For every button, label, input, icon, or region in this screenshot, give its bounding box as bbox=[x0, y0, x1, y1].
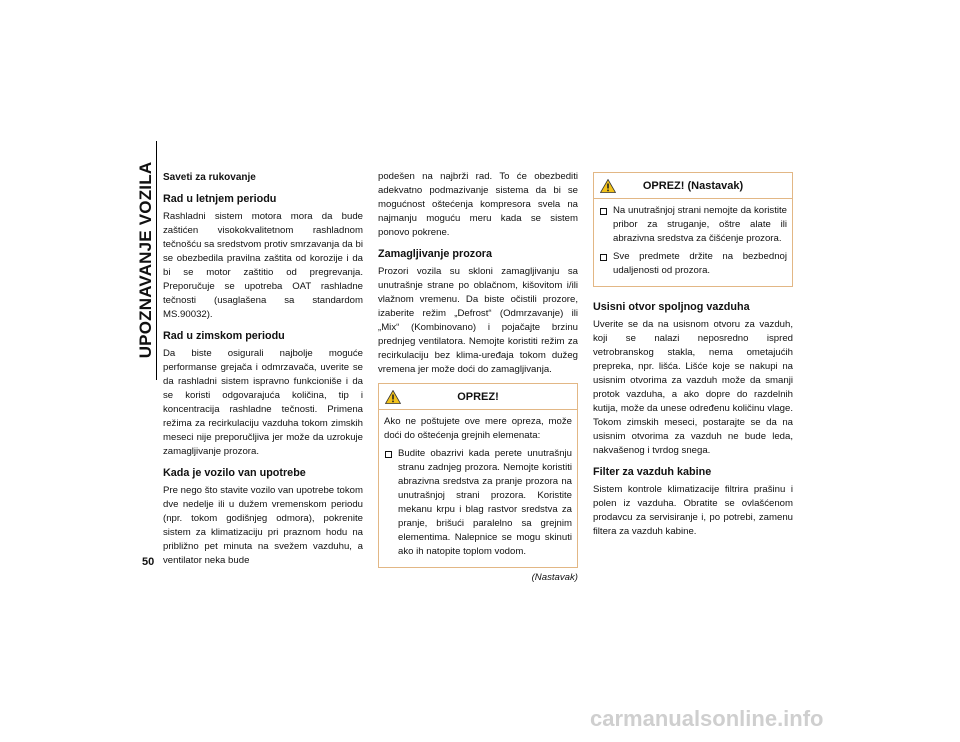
winter-heading: Rad u zimskom periodu bbox=[163, 330, 285, 342]
caution-intro: Ako ne poštujete ove mere opreza, može doći do oštećenja grejnih elemenata: bbox=[384, 416, 572, 441]
winter-paragraph: Da biste osigurali najbolje moguće performanse grejača i odmrzavača, uverite se da rashladni sistem ispravno funkcioniše i da se koristi odgovarajuća količina, tip i koncentracija rashladne tečnosti. Primena režima za recirkulaciju vazduha tokom zimskih meseci nije preporučljiva jer može da uzrokuje zamagljivanje prozora. bbox=[163, 348, 363, 457]
section-divider-line bbox=[156, 141, 157, 380]
storage-paragraph: Pre nego što stavite vozilo van upotrebe tokom dve nedelje ili u dužem vremenskom periodu (npr. tokom godišnjeg odmora), pokrenite sistem za klimatizaciju pri praznom hodu na približno pet minuta na svežem vazduhu, a ventilator neka bude bbox=[163, 485, 363, 566]
caution-continued-box bbox=[593, 172, 793, 287]
caution-bullet bbox=[384, 447, 572, 559]
warning-icon bbox=[600, 179, 616, 193]
continued-note: (Nastavak) bbox=[531, 572, 578, 583]
bullet-square-icon bbox=[600, 208, 607, 215]
caution-header bbox=[379, 384, 577, 410]
summer-heading: Rad u letnjem periodu bbox=[163, 193, 277, 205]
page-number: 50 bbox=[142, 556, 155, 568]
column-right bbox=[593, 170, 793, 543]
bullet-square-icon bbox=[385, 451, 392, 458]
caution-continued-header bbox=[594, 173, 792, 199]
watermark-text: carmanualsonline.info bbox=[590, 706, 824, 731]
caution-bullet bbox=[599, 250, 787, 278]
column-middle bbox=[378, 170, 578, 583]
operating-tips-heading: Saveti za rukovanje bbox=[163, 172, 256, 183]
caution-body bbox=[379, 410, 577, 567]
fogging-heading: Zamagljivanje prozora bbox=[378, 248, 492, 260]
cabin-filter-heading: Filter za vazduh kabine bbox=[593, 466, 712, 478]
storage-heading: Kada je vozilo van upotrebe bbox=[163, 467, 306, 479]
caution-bullet-text: Na unutrašnjoj strani nemojte da koristite pribor za struganje, oštre alate ili abrazivna sredstva za čišćenje prozora. bbox=[613, 205, 787, 244]
caution-continued-body bbox=[594, 199, 792, 286]
caution-bullet-text: Sve predmete držite na bezbednoj udaljenosti od prozora. bbox=[613, 251, 787, 276]
cabin-filter-paragraph: Sistem kontrole klimatizacije filtrira prašinu i polen iz vazduha. Obratite se ovlašćenom prodavcu za servisiranje i, po potrebi, zamenu filtera za vazduh kabine. bbox=[593, 484, 793, 537]
fogging-paragraph: Prozori vozila su skloni zamagljivanju sa unutrašnje strane po oblačnom, kišovitom i/ili vlažnom vremenu. Da biste očistili prozore, izaberite režim „Defrost“ (Odmrzavanje) ili „Mix“ (Kombinovano) i pojačajte brzinu prednjeg ventilatora. Nemojte koristiti režim za recirkulaciju bez klima-uređaja tokom dužeg vremena jer može doći do zamagljivanja. bbox=[378, 266, 578, 375]
caution-box bbox=[378, 383, 578, 568]
column-left bbox=[163, 170, 363, 572]
caution-bullet bbox=[599, 204, 787, 246]
section-side-title: UPOZNAVANJE VOZILA bbox=[136, 161, 155, 359]
caution-continued-title: OPREZ! (Nastavak) bbox=[642, 180, 744, 192]
air-intake-paragraph: Uverite se da na usisnom otvoru za vazduh, koji se nalazi neposredno ispred vetrobranskog stakla, nema ometajućih prepreka, npr. lišća. Lišće koje se nakupi na usisnim otvorima za vazduh može da smanji protok vazduha, a ako dopre do razdelnih kutija, može da unese određenu količinu vlage. Tokom zimskih meseci, postarajte se da na usisnim otvorima za vazduh ne bude leda, nakvašenog i tvrdog snega. bbox=[593, 319, 793, 456]
caution-bullet-text: Budite obazrivi kada perete unutrašnju stranu zadnjeg prozora. Nemojte koristiti abrazivna sredstva za pranje prozora na unutrašnjoj strani prozora. Koristite mekanu krpu i blag rastvor sredstva za pranje, brišući paralelno sa grejnim elementima. Nalepnice se mogu skinuti ako ih natopite toplom vodom. bbox=[398, 448, 572, 557]
summer-paragraph: Rashladni sistem motora mora da bude zaštićen visokokvalitetnom rashladnom tečnošću sa sredstvom protiv smrzavanja da bi se obezbedila pravilna zaštita od korozije i da bi se motor zaštitio od pregrevanja. Preporučuje se upotreba OAT rashladne tečnosti (usaglašena sa standardom MS.90032). bbox=[163, 211, 363, 320]
storage-paragraph-continued: podešen na najbrži rad. To će obezbediti adekvatno podmazivanje sistema da bi se mogućnost oštećenja kompresora svela na najmanju moguću meru kada se sistem ponovo pokrene. bbox=[378, 171, 578, 238]
air-intake-heading: Usisni otvor spoljnog vazduha bbox=[593, 301, 750, 313]
caution-title: OPREZ! bbox=[457, 391, 499, 403]
warning-icon bbox=[385, 390, 401, 404]
bullet-square-icon bbox=[600, 254, 607, 261]
